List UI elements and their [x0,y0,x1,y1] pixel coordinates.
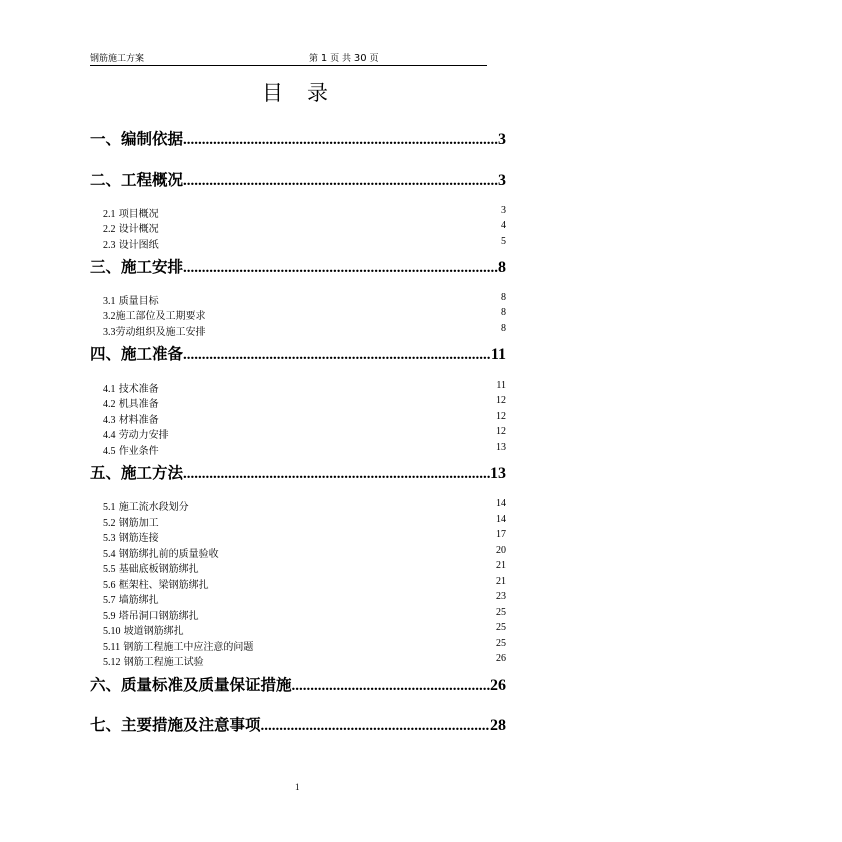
toc-title: 目录 [262,81,352,105]
toc-leader-dots [261,718,490,735]
toc-section-label: 一、编制依据 [90,130,184,148]
toc-sub-label: 塔吊洞口钢筋绑扎 [118,611,199,622]
toc-sub-num: 5.2 [103,518,116,529]
toc-sub-num: 4.3 [103,415,116,426]
toc-sub-num: 5.4 [103,549,116,560]
toc-section-6[interactable] [90,673,506,695]
header-page-mid: 页 共 [330,54,352,64]
toc-sub-page: 13 [496,442,506,453]
toc-sub-label: 质量目标 [118,296,159,307]
toc-sub-num: 2.3 [103,240,116,251]
toc-sub-label: 钢筋工程施工中应注意的问题 [123,642,254,653]
toc-sub-num: 5.12 [103,657,121,668]
toc-sub-page: 8 [501,323,506,334]
toc-sub-page: 25 [496,607,506,618]
toc-subsection[interactable] [103,292,506,307]
toc-sub-label: 墙筋绑扎 [118,595,159,606]
toc-sub-label: 项目概况 [118,209,159,220]
toc-section-1[interactable] [90,127,506,149]
toc-leader-dots [292,678,490,695]
toc-sub-label: 作业条件 [118,446,159,457]
toc-sub-page: 25 [496,622,506,633]
toc-sub-page: 26 [496,653,506,664]
toc-subsection[interactable] [103,653,506,668]
toc-sub-page: 20 [496,545,506,556]
toc-sub-label: 框架柱、梁钢筋绑扎 [118,580,209,591]
toc-sub-page: 14 [496,498,506,509]
toc-section-label: 七、主要措施及注意事项 [90,716,261,734]
toc-sub-num: 3.3 [103,327,116,338]
toc-section-page: 3 [498,131,506,148]
toc-sub-num: 2.2 [103,224,116,235]
toc-sub-label: 钢筋加工 [118,518,159,529]
toc-subsection[interactable] [103,514,506,529]
toc-section-label: 四、施工准备 [90,345,184,363]
toc-subsection[interactable] [103,205,506,220]
toc-subsection[interactable] [103,560,506,575]
toc-sub-label: 技术准备 [118,384,159,395]
toc-subsection[interactable] [103,236,506,251]
toc-leader-dots [183,466,490,483]
toc-sub-num: 2.1 [103,209,116,220]
toc-section-label: 三、施工安排 [90,258,184,276]
toc-sub-page: 17 [496,529,506,540]
toc-subsection[interactable] [103,591,506,606]
toc-sub-label: 钢筋工程施工试验 [123,657,204,668]
toc-sub-page: 8 [501,307,506,318]
toc-section-4[interactable] [90,342,506,364]
page-footer-number: 1 [295,782,300,792]
toc-sub-page: 12 [496,426,506,437]
toc-section-page: 11 [490,346,506,363]
toc-section-label: 二、工程概况 [90,171,184,189]
header-doc-name: 钢筋施工方案 [90,54,145,64]
toc-section-5[interactable] [90,461,506,483]
toc-subsection[interactable] [103,411,506,426]
toc-subsection[interactable] [103,380,506,395]
toc-subsection[interactable] [103,622,506,637]
toc-sub-num: 5.9 [103,611,116,622]
toc-leader-dots [183,260,498,277]
toc-sub-num: 5.10 [103,626,121,637]
toc-section-2[interactable] [90,168,506,190]
toc-sub-label: 劳动组织及施工安排 [115,327,206,338]
header-page-suffix: 页 [369,54,379,64]
toc-sub-page: 12 [496,395,506,406]
toc-sub-page: 25 [496,638,506,649]
toc-sub-num: 5.1 [103,502,116,513]
toc-subsection[interactable] [103,323,506,338]
header-page-info [309,51,379,64]
toc-sub-page: 5 [501,236,506,247]
toc-sub-label: 劳动力安排 [118,430,169,441]
toc-leader-dots [183,173,498,190]
toc-sub-label: 钢筋连接 [118,533,159,544]
toc-section-7[interactable] [90,713,506,735]
toc-sub-num: 4.1 [103,384,116,395]
toc-sub-page: 3 [501,205,506,216]
toc-subsection[interactable] [103,529,506,544]
toc-section-page: 13 [490,465,506,482]
toc-sub-page: 4 [501,220,506,231]
toc-subsection[interactable] [103,395,506,410]
toc-sub-label: 设计概况 [118,224,159,235]
header-page-current: 1 [320,53,328,64]
toc-subsection[interactable] [103,426,506,441]
toc-section-page: 8 [498,259,506,276]
header-page-total: 30 [353,53,367,64]
toc-section-page: 26 [490,677,506,694]
toc-sub-label: 坡道钢筋绑扎 [123,626,184,637]
toc-leader-dots [183,347,491,364]
toc-section-label: 五、施工方法 [90,464,184,482]
toc-sub-num: 5.11 [103,642,121,653]
toc-section-3[interactable] [90,255,506,277]
toc-sub-label: 机具准备 [118,399,159,410]
toc-sub-num: 5.7 [103,595,116,606]
toc-leader-dots [183,132,498,149]
toc-sub-num: 3.2 [103,311,116,322]
toc-subsection[interactable] [103,607,506,622]
toc-sub-num: 4.4 [103,430,116,441]
toc-sub-num: 5.3 [103,533,116,544]
toc-sub-label: 施工流水段划分 [118,502,189,513]
toc-subsection[interactable] [103,638,506,653]
toc-sub-page: 21 [496,576,506,587]
toc-section-page: 3 [498,172,506,189]
toc-sub-page: 14 [496,514,506,525]
page-header [90,51,487,66]
toc-sub-page: 21 [496,560,506,571]
toc-section-label: 六、质量标准及质量保证措施 [90,676,292,694]
toc-sub-num: 3.1 [103,296,116,307]
toc-subsection[interactable] [103,307,506,322]
toc-sub-label: 设计图纸 [118,240,159,251]
toc-subsection[interactable] [103,545,506,560]
toc-sub-label: 钢筋绑扎前的质量验收 [118,549,219,560]
toc-subsection[interactable] [103,498,506,513]
toc-sub-page: 23 [496,591,506,602]
toc-sub-page: 11 [496,380,506,391]
toc-sub-num: 4.5 [103,446,116,457]
header-page-prefix: 第 [309,54,319,64]
toc-sub-label: 施工部位及工期要求 [115,311,206,322]
toc-sub-label: 基础底板钢筋绑扎 [118,564,199,575]
toc-subsection[interactable] [103,576,506,591]
toc-section-page: 28 [490,717,506,734]
toc-sub-num: 5.6 [103,580,116,591]
toc-sub-label: 材料准备 [118,415,159,426]
toc-sub-num: 5.5 [103,564,116,575]
toc-sub-num: 4.2 [103,399,116,410]
toc-subsection[interactable] [103,442,506,457]
toc-sub-page: 8 [501,292,506,303]
toc-sub-page: 12 [496,411,506,422]
toc-subsection[interactable] [103,220,506,235]
